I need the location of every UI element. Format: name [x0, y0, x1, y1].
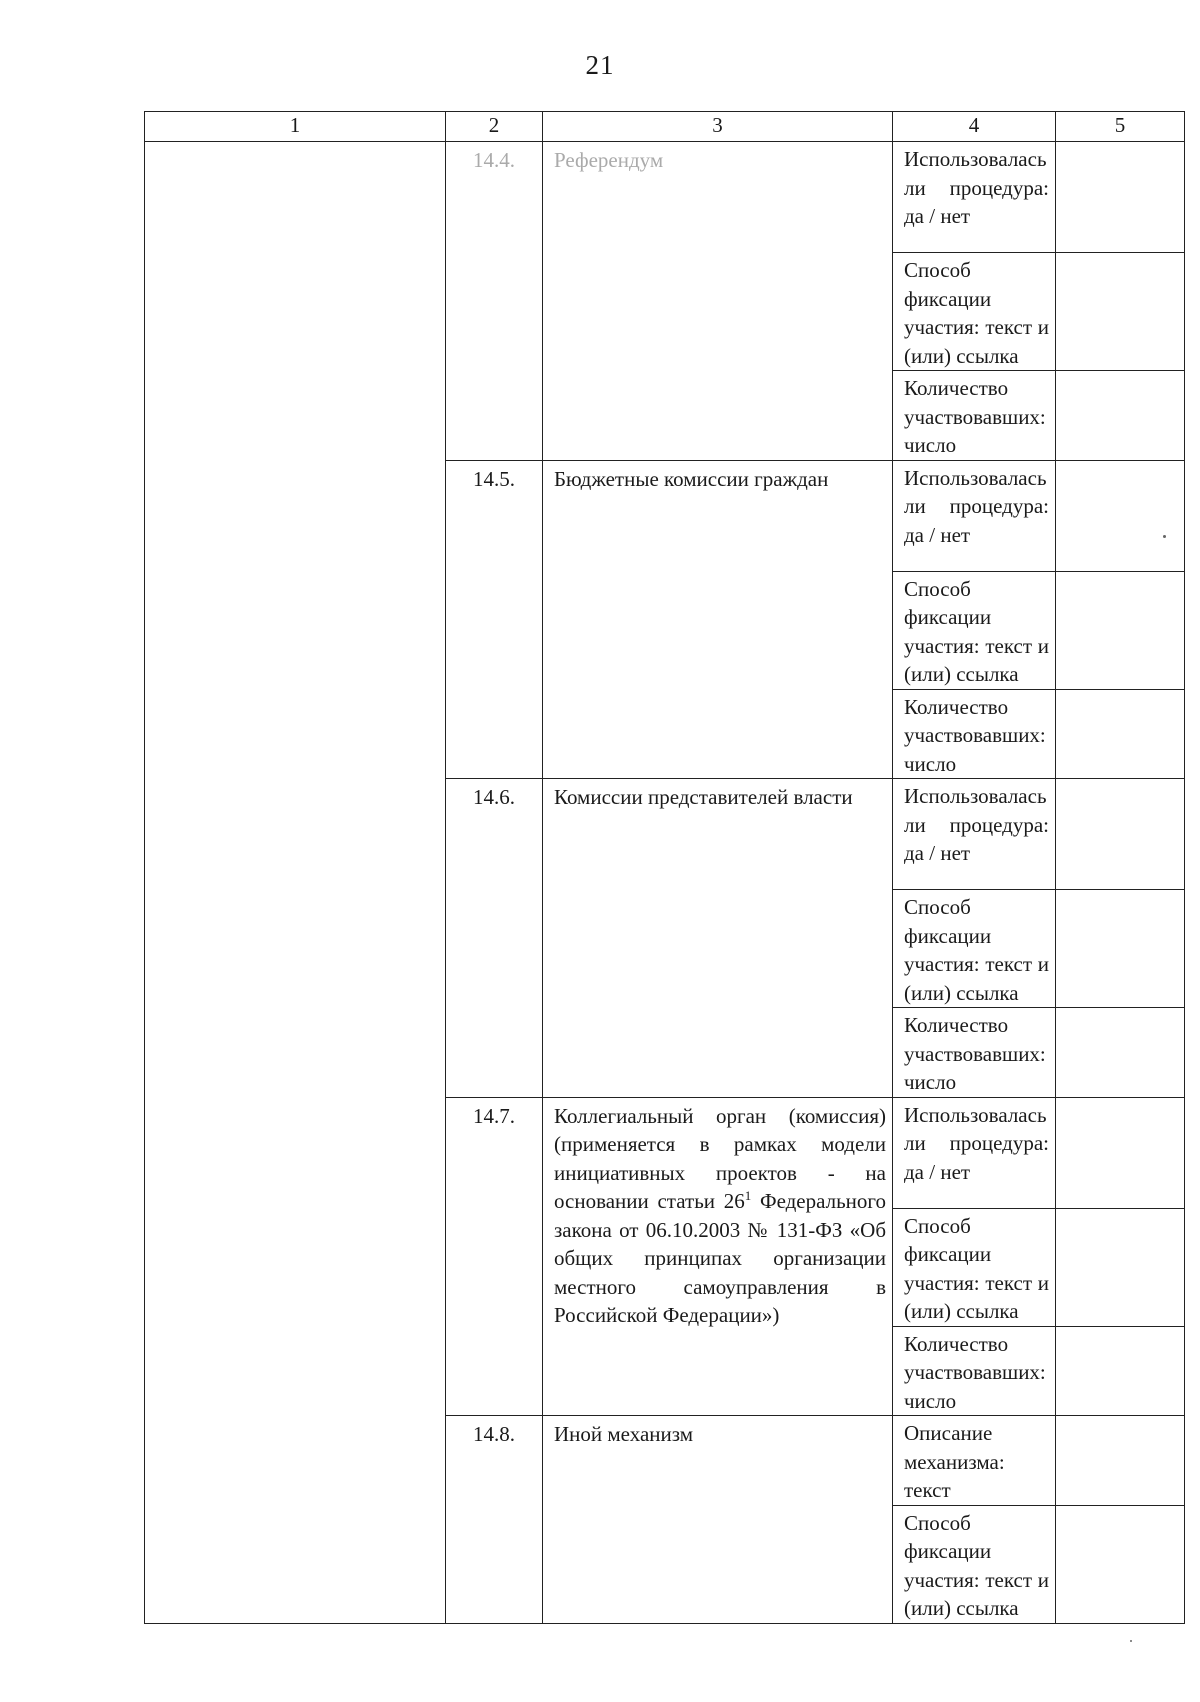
- value-cell: [1056, 1326, 1185, 1416]
- parameter-cell: Использовалась ли процедура: да / нет: [893, 142, 1056, 253]
- value-cell: [1056, 571, 1185, 689]
- page-number: 21: [585, 50, 615, 80]
- item-number: 14.6.: [446, 779, 543, 1098]
- item-name: [543, 1097, 893, 1416]
- scan-speck: [1130, 1640, 1132, 1642]
- item-name-text: Бюджетные комиссии граждан: [554, 466, 829, 491]
- column-header: 1: [145, 112, 446, 142]
- column-header: 4: [893, 112, 1056, 142]
- item-name: Комиссии представителей власти: [543, 779, 893, 1098]
- table-row: [145, 142, 1185, 253]
- parameter-cell: Способ фиксации участия: текст и (или) ссылка: [893, 571, 1056, 689]
- parameter-cell: Количество участвовавших: число: [893, 1008, 1056, 1098]
- parameter-cell: Количество участвовавших: число: [893, 689, 1056, 779]
- value-cell: [1056, 142, 1185, 253]
- parameter-cell: Способ фиксации участия: текст и (или) ссылка: [893, 890, 1056, 1008]
- column-header: 3: [543, 112, 893, 142]
- parameter-cell: Использовалась ли процедура: да / нет: [893, 460, 1056, 571]
- data-table: [144, 111, 1185, 1624]
- item-name-part: Федерального закона от 06.10.2003 № 131-ФЗ «Об общих принципах организации местного самоуправления в Российской Федерации»): [554, 1189, 887, 1327]
- value-cell: [1056, 371, 1185, 461]
- item-name: Референдум: [543, 142, 893, 461]
- item-number: 14.8.: [446, 1416, 543, 1624]
- superscript: 1: [744, 1188, 752, 1203]
- scan-speck: [1163, 535, 1166, 538]
- parameter-cell: Способ фиксации участия: текст и (или) ссылка: [893, 1208, 1056, 1326]
- table-header-row: [145, 112, 1185, 142]
- parameter-cell: Использовалась ли процедура: да / нет: [893, 1097, 1056, 1208]
- parameter-cell: Количество участвовавших: число: [893, 1326, 1056, 1416]
- parameter-cell: Описание механизма: текст: [893, 1416, 1056, 1506]
- item-number: 14.7.: [446, 1097, 543, 1416]
- parameter-cell: Количество участвовавших: число: [893, 371, 1056, 461]
- value-cell: [1056, 1416, 1185, 1506]
- item-number: 14.5.: [446, 460, 543, 779]
- column-1-cell: [145, 142, 446, 1624]
- item-name: [543, 460, 893, 779]
- value-cell: [1056, 1208, 1185, 1326]
- value-cell: [1056, 779, 1185, 890]
- value-cell: [1056, 890, 1185, 1008]
- column-header: 5: [1056, 112, 1185, 142]
- value-cell: [1056, 460, 1185, 571]
- value-cell: [1056, 253, 1185, 371]
- value-cell: [1056, 1505, 1185, 1623]
- item-name-part: Коллегиальный орган (комиссия) (применяется в рамках модели инициативных проектов - на основании статьи 26: [554, 1103, 886, 1213]
- parameter-cell: Использовалась ли процедура: да / нет: [893, 779, 1056, 890]
- item-number: 14.4.: [446, 142, 543, 461]
- parameter-cell: Способ фиксации участия: текст и (или) ссылка: [893, 253, 1056, 371]
- value-cell: [1056, 1008, 1185, 1098]
- value-cell: [1056, 1097, 1185, 1208]
- column-header: 2: [446, 112, 543, 142]
- value-cell: [1056, 689, 1185, 779]
- parameter-cell: Способ фиксации участия: текст и (или) ссылка: [893, 1505, 1056, 1623]
- item-name: Иной механизм: [543, 1416, 893, 1624]
